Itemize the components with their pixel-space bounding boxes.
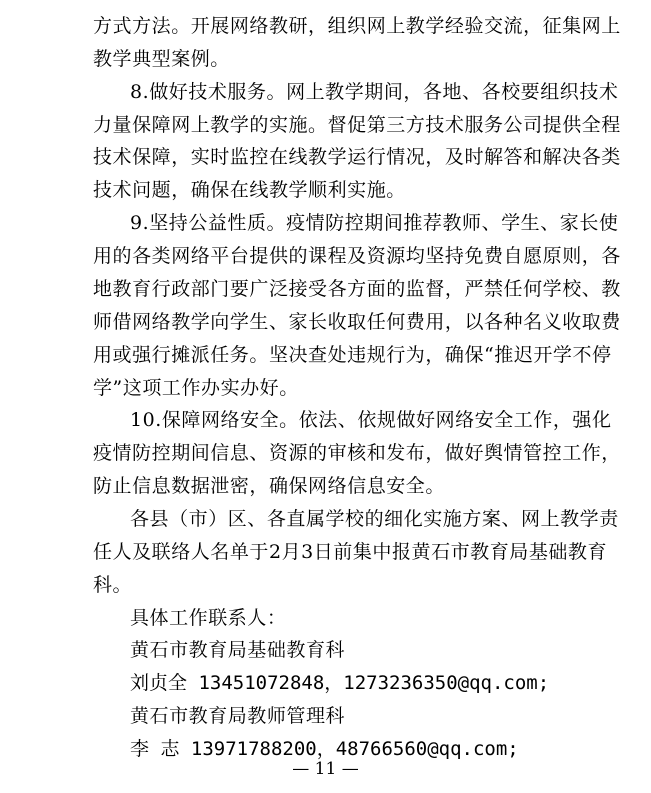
closing-paragraph-start: 各县（市）区、各直属学校的细化实施方案、网上教学责 bbox=[130, 508, 619, 530]
contact-person-1: 刘贞全 13451072848，1273236350@qq.com; bbox=[130, 672, 550, 694]
text-line: 力量保障网上教学的实施。督促第三方技术服务公司提供全程 bbox=[93, 114, 621, 136]
paragraph-8-start: 8.做好技术服务。网上教学期间，各地、各校要组织技术 bbox=[130, 81, 619, 103]
text-line: 方式方法。开展网络教研，组织网上教学经验交流，征集网上 bbox=[93, 15, 621, 37]
text-line: 师借网络教学向学生、家长收取任何费用，以各种名义收取费 bbox=[93, 311, 621, 333]
paragraph-9-start: 9.坚持公益性质。疫情防控期间推荐教师、学生、家长使 bbox=[130, 212, 619, 234]
text-line: 疫情防控期间信息、资源的审核和发布，做好舆情管控工作， bbox=[93, 442, 621, 464]
contact-office-1: 黄石市教育局基础教育科 bbox=[130, 639, 346, 661]
page-number: — 11 — bbox=[292, 759, 359, 779]
text-line: 技术保障，实时监控在线教学运行情况，及时解答和解决各类 bbox=[93, 146, 621, 168]
paragraph-10-start: 10.保障网络安全。依法、依规做好网络安全工作，强化 bbox=[130, 409, 612, 431]
text-line: 用或强行摊派任务。坚决查处违规行为，确保“推迟开学不停 bbox=[93, 344, 612, 366]
text-line: 地教育行政部门要广泛接受各方面的监督，严禁任何学校、教 bbox=[93, 278, 621, 300]
text-line: 科。 bbox=[93, 574, 133, 596]
contact-office-2: 黄石市教育局教师管理科 bbox=[130, 705, 346, 727]
text-line: 学”这项工作办实办好。 bbox=[93, 377, 299, 399]
text-line: 教学典型案例。 bbox=[93, 48, 230, 70]
text-line: 防止信息数据泄密，确保网络信息安全。 bbox=[93, 475, 445, 497]
text-line: 用的各类网络平台提供的课程及资源均坚持免费自愿原则，各 bbox=[93, 245, 621, 267]
text-line: 任人及联络人名单于2月3日前集中报黄石市教育局基础教育 bbox=[93, 541, 608, 563]
text-line: 技术问题，确保在线教学顺利实施。 bbox=[93, 179, 406, 201]
contact-heading: 具体工作联系人： bbox=[130, 607, 287, 629]
contact-person-2: 李 志 13971788200，48766560@qq.com; bbox=[130, 738, 519, 760]
